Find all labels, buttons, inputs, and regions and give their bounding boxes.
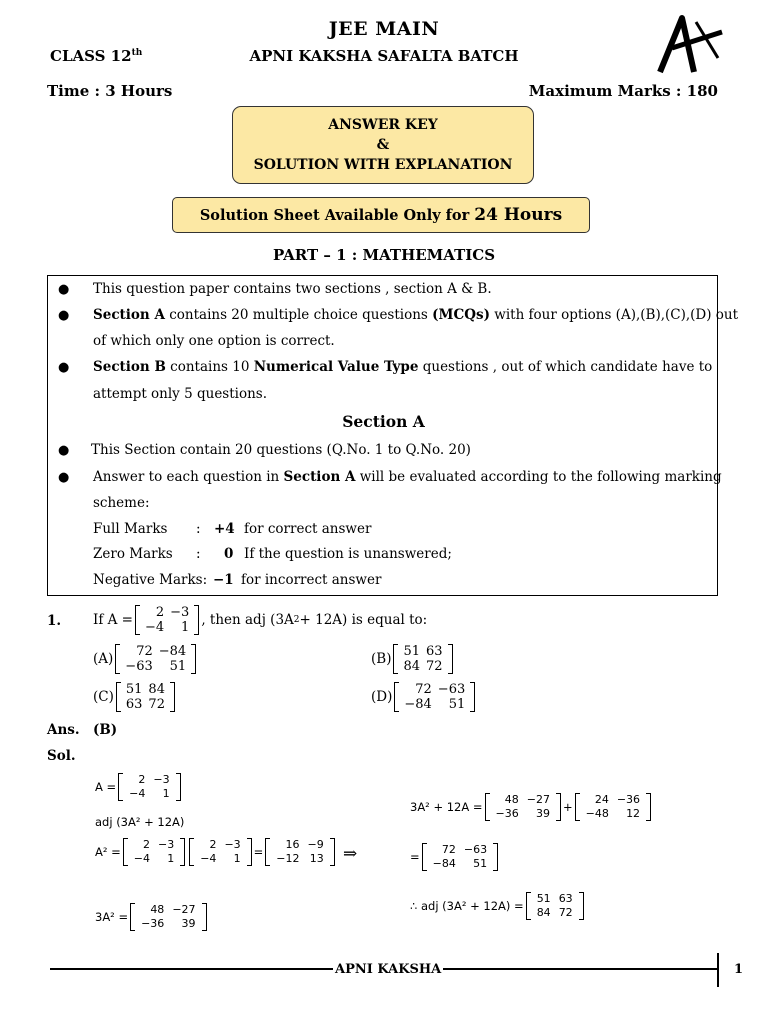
footer-brand: APNI KAKSHA [335,962,442,977]
full-marks-value: +4 [214,521,235,537]
exam-title: JEE MAIN [328,18,440,40]
instruction-4: This Section contain 20 questions (Q.No. 1 to Q.No. 20) [91,442,471,458]
option-d: (D) 72 −63 −84 51 [371,682,477,712]
colon: : [196,521,201,537]
bullet-icon: ● [58,282,70,297]
implies-arrow: ⇒ [343,844,358,864]
negative-marks-label: Negative Marks: [93,572,208,588]
max-marks-label: Maximum Marks : 180 [528,82,718,100]
full-marks-desc: for correct answer [244,521,372,537]
sol-3a-squared: 3A² = 48 −27 −36 39 [95,903,209,931]
instructions-box [47,275,739,596]
sol-a-matrix: A = 2 −3 −4 1 [95,773,183,801]
answer-key-amp: & [376,137,390,153]
answer-key-subtitle: SOLUTION WITH EXPLANATION [253,157,513,173]
sol-adj-label: adj (3A² + 12A) [95,815,185,829]
sol-sum: 3A² + 12A = 48 −27 −36 39 + 24 −36 −48 12 [410,793,653,821]
option-c: (C) 51 84 63 72 [93,682,177,712]
sol-sum-result: = 72 −63 −84 51 [410,843,500,871]
instruction-1: This question paper contains two sections , section A & B. [93,281,492,297]
option-b: (B) 51 63 84 72 [371,644,455,674]
matrix-a: 2 −3 −4 1 [135,605,199,635]
bullet-icon: ● [58,443,70,458]
negative-marks-desc: for incorrect answer [241,572,382,588]
bullet-icon: ● [58,360,70,375]
answer-label: Ans. [47,722,80,738]
footer-tick [717,953,719,987]
part-title: PART – 1 : MATHEMATICS [272,246,496,264]
page-number: 1 [734,962,744,977]
question-text: If A = 2 −3 −4 1 , then adj (3A 2 + 12A) is equal to: [93,605,428,635]
instruction-5-cont: scheme: [93,495,150,511]
zero-marks-label: Zero Marks [93,546,173,562]
instruction-3: Section B contains 10 Numerical Value Type questions , out of which candidate have to [93,359,713,375]
answer-value: (B) [93,722,118,738]
class-label: CLASS 12th [50,47,143,65]
time-label: Time : 3 Hours [47,82,173,100]
answer-key-title: ANSWER KEY [328,117,438,133]
section-a-title: Section A [342,412,425,431]
sol-final: ∴ adj (3A² + 12A) = 51 63 84 72 [410,892,586,920]
instruction-2: Section A contains 20 multiple choice questions (MCQs) with four options (A),(B),(C),(D) out [93,307,739,323]
zero-marks-value: 0 [224,546,234,562]
question-number: 1. [47,613,62,629]
instruction-2-cont: of which only one option is correct. [93,333,335,349]
apni-kaksha-logo-icon [650,14,724,74]
full-marks-label: Full Marks [93,521,168,537]
zero-marks-desc: If the question is unanswered; [244,546,452,562]
instruction-3-cont: attempt only 5 questions. [93,386,268,402]
instruction-5: Answer to each question in Section A will be evaluated according to the following marking [93,469,722,485]
bullet-icon: ● [58,470,70,485]
sol-a-squared: A² = 2 −3 −4 1 2 −3 −4 1 = 16 −9 −12 13 [95,838,337,866]
negative-marks-value: −1 [213,572,234,588]
bullet-icon: ● [58,308,70,323]
colon: : [196,546,201,562]
answer-key-box [232,106,534,184]
solution-label: Sol. [47,748,76,764]
option-a: (A) 72 −84 −63 51 [93,644,198,674]
batch-title: APNI KAKSHA SAFALTA BATCH [249,47,519,65]
solution-availability-notice: Solution Sheet Available Only for 24 Hours [172,197,590,233]
